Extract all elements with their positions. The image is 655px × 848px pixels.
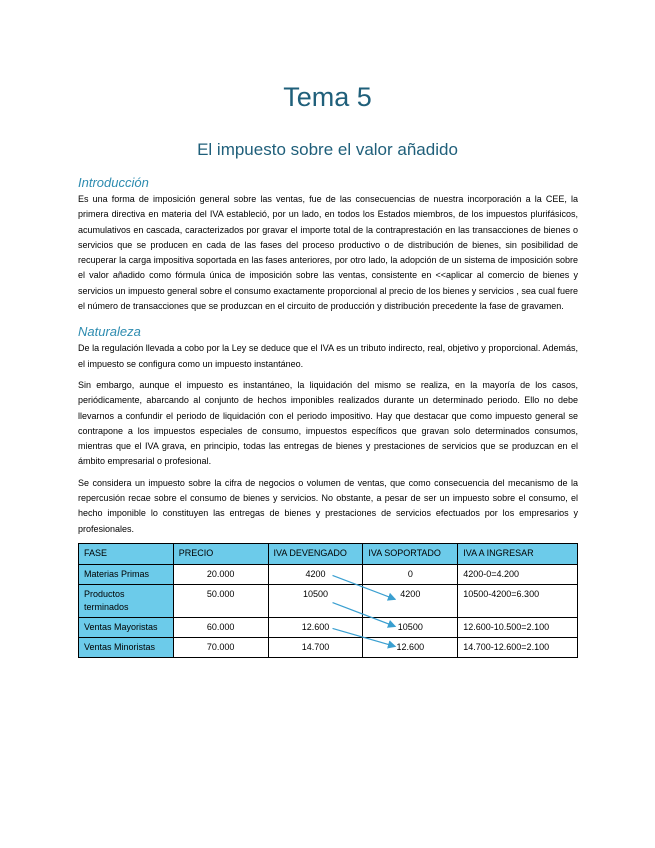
- cell-precio: 20.000: [173, 564, 268, 584]
- cell-iva-ingresar: 14.700-12.600=2.100: [458, 637, 578, 657]
- cell-fase: Productos terminados: [79, 584, 174, 617]
- header-fase: FASE: [79, 543, 174, 564]
- page-title: Tema 5: [283, 82, 372, 112]
- table-row: [79, 637, 578, 657]
- cell-fase: Ventas Minoristas: [79, 637, 174, 657]
- table-header-row: [79, 543, 578, 564]
- header-iva-soportado: IVA SOPORTADO: [363, 543, 458, 564]
- page-subtitle: El impuesto sobre el valor añadido: [197, 140, 458, 159]
- intro-heading: Introducción: [78, 175, 149, 190]
- iva-table: [78, 543, 578, 658]
- cell-fase: Ventas Mayoristas: [79, 617, 174, 637]
- naturaleza-paragraph-3: Se considera un impuesto sobre la cifra de negocios o volumen de ventas, que como consecuencia del mecanismo de la repercusión recae sobre el consumo de bienes y servicios. No obstante, a pesar de ser un impuesto sobre el consumo, el hecho imponible lo constituyen las entregas de bienes y prestaciones de servicios efectuados por los empresarios y profesionales.: [78, 477, 578, 534]
- table-row: [79, 617, 578, 637]
- cell-iva-soportado: 4200: [363, 584, 458, 617]
- document-body: [78, 175, 578, 658]
- naturaleza-paragraph-1: De la regulación llevada a cobo por la Ley se deduce que el IVA es un tributo indirecto, real, objetivo y proporcional. Además, el impuesto se configura como un impuesto instantáneo.: [78, 343, 578, 369]
- cell-iva-devengado: 4200: [268, 564, 363, 584]
- header-iva-devengado: IVA DEVENGADO: [268, 543, 363, 564]
- cell-iva-soportado: 10500: [363, 617, 458, 637]
- cell-iva-devengado: 14.700: [268, 637, 363, 657]
- cell-iva-devengado: 12.600: [268, 617, 363, 637]
- table-row: [79, 564, 578, 584]
- cell-precio: 60.000: [173, 617, 268, 637]
- header-precio: PRECIO: [173, 543, 268, 564]
- cell-iva-ingresar: 12.600-10.500=2.100: [458, 617, 578, 637]
- cell-fase: Materias Primas: [79, 564, 174, 584]
- naturaleza-heading: Naturaleza: [78, 324, 141, 340]
- cell-precio: 70.000: [173, 637, 268, 657]
- cell-iva-devengado: 10500: [268, 584, 363, 617]
- cell-iva-soportado: 12.600: [363, 637, 458, 657]
- cell-iva-soportado: 0: [363, 564, 458, 584]
- cell-iva-ingresar: 4200-0=4.200: [458, 564, 578, 584]
- cell-precio: 50.000: [173, 584, 268, 617]
- intro-paragraph: Es una forma de imposición general sobre las ventas, fue de las consecuencias de nuestra incorporación a la CEE, la primera directiva en materia del IVA estableció, por un lado, en todos los Estados miembros, de los impuestos plurifásicos, acumulativos en cascada, caracterizados por gravar el importe total de la contraprestación en las transacciones de bienes o servicios que se producen en cada de las fases del proceso productivo o de distribución de bienes, sin posibilidad de recuperar la carga impositiva soportada en las fases anteriores, por otro lado, la adopción de un sistema de imposición sobre el valor añadido como fórmula única de imposición sobre las ventas, consistente en <<aplicar al comercio de bienes y servicios un impuesto general sobre el consumo exactamente proporcional al precio de los bienes y servicios , sea cual fuere el número de transacciones que se produzcan en el circuito de producción y distribución precedente la fase de gravamen.: [78, 194, 578, 312]
- header-iva-ingresar: IVA A INGRESAR: [458, 543, 578, 564]
- table-row: [79, 584, 578, 617]
- naturaleza-paragraph-2: Sin embargo, aunque el impuesto es instantáneo, la liquidación del mismo se realiza, en la mayoría de los casos, periódicamente, abarcando al conjunto de hechos imponibles realizados durante un determinado periodo. Ello no debe llevarnos a confundir el periodo de liquidación con el periodo impositivo. Hay que destacar que como impuesto general se contrapone a los impuestos especiales de consumo, impuestos específicos que gravan solo determinados consumos, mientras que el IVA grava, en principio, todas las entregas de bienes y prestaciones de servicios que se produzcan en el ámbito empresarial o profesional.: [78, 379, 578, 467]
- cell-iva-ingresar: 10500-4200=6.300: [458, 584, 578, 617]
